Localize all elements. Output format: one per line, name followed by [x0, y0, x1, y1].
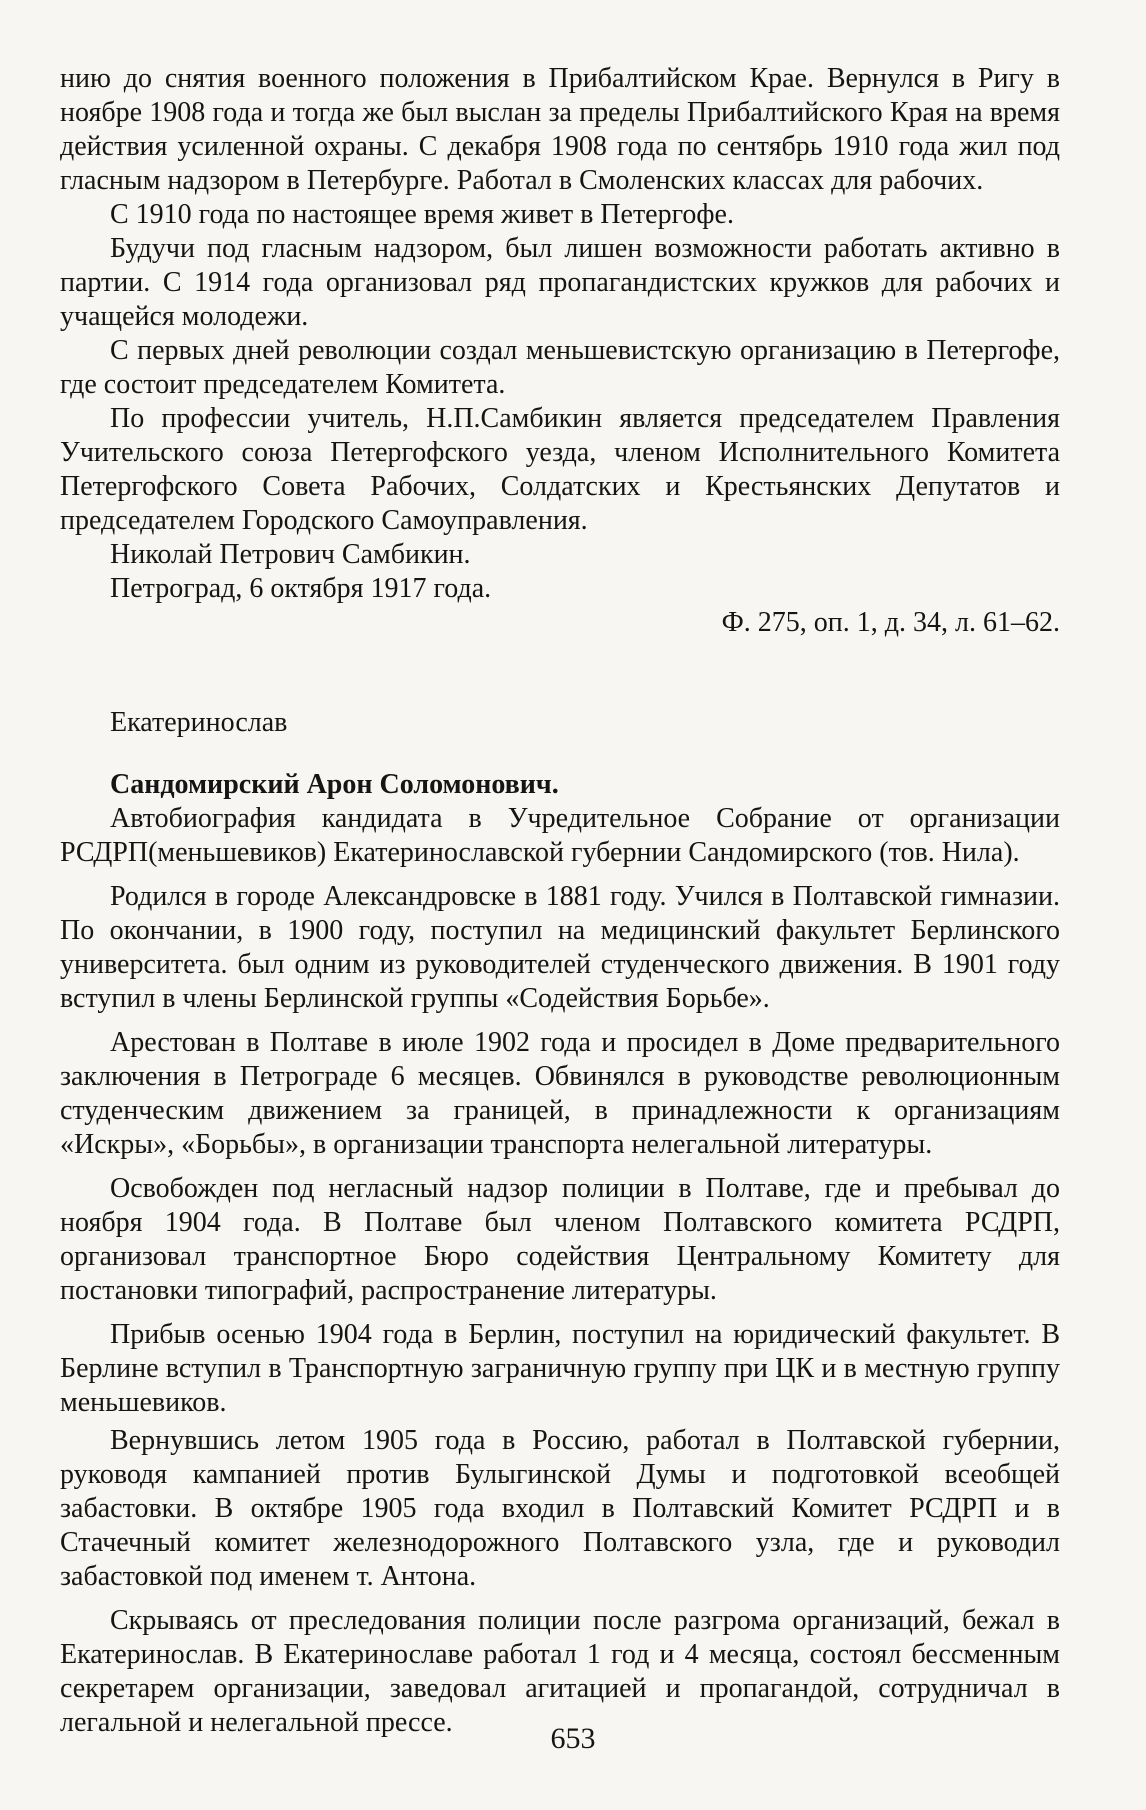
- paragraph-revolution: С первых дней революции создал меньшевистскую организацию в Петергофе, где состоит председателем Комитета.: [60, 335, 1060, 400]
- page-number: 653: [550, 1722, 596, 1755]
- archive-citation: Ф. 275, оп. 1, д. 34, л. 61–62.: [721, 607, 1060, 638]
- document-page: [60, 62, 1060, 1740]
- paragraph-ekaterinoslav: Скрываясь от преследования полиции после разгрома организаций, бежал в Екатеринослав. В Екатеринославе работал 1 год и 4 месяца, состоял бессменным секретарем организации, заведовал агитацией и пропагандой, сотрудничал в легальной и нелегальной прессе.: [60, 1605, 1060, 1738]
- signature-name: Николай Петрович Самбикин.: [110, 539, 471, 570]
- paragraph-continuation: нию до снятия военного положения в Прибалтийском Крае. Вернулся в Ригу в ноябре 1908 года и тогда же был выслан за пределы Прибалтийского Края на время действия усиленной охраны. С декабря 1908 года по сентябрь 1910 года жил под гласным надзором в Петербурге. Работал в Смоленских классах для рабочих.: [60, 63, 1060, 196]
- paragraph-surveillance: Будучи под гласным надзором, был лишен возможности работать активно в партии. С 1914 года организовал ряд пропагандистских кружков для рабочих и учащейся молодежи.: [60, 233, 1060, 332]
- paragraph-arrest: Арестован в Полтаве в июле 1902 года и просидел в Доме предварительного заключения в Петрограде 6 месяцев. Обвинялся в руководстве революционным студенческим движением за границей, в принадлежности к организациям «Искры», «Борьбы», в организации транспорта нелегальной литературы.: [60, 1027, 1060, 1160]
- place-date-line: Петроград, 6 октября 1917 года.: [110, 573, 492, 604]
- person-name-heading: Сандомирский Арон Соломонович.: [110, 769, 559, 800]
- paragraph-petergof-residence: С 1910 года по настоящее время живет в Петергофе.: [110, 199, 734, 230]
- paragraph-return-1905: Вернувшись летом 1905 года в Россию, работал в Полтавской губернии, руководя кампанией против Булыгинской Думы и подготовкой всеобщей забастовки. В октябре 1905 года входил в Полтавский Комитет РСДРП и в Стачечный комитет железнодорожного Полтавского узла, где и руководил забастовкой под именем т. Антона.: [60, 1425, 1060, 1592]
- paragraph-birth-education: Родился в городе Александровске в 1881 году. Учился в Полтавской гимназии. По окончании, в 1900 году, поступил на медицинский факультет Берлинского университета. был одним из руководителей студенческого движения. В 1901 году вступил в члены Берлинской группы «Содействия Борьбе».: [60, 881, 1060, 1014]
- paragraph-release: Освобожден под негласный надзор полиции в Полтаве, где и пребывал до ноября 1904 года. В Полтаве был членом Полтавского комитета РСДРП, организовал транспортное Бюро содействия Центральному Комитету для постановки типографий, распространение литературы.: [60, 1173, 1060, 1306]
- paragraph-berlin: Прибыв осенью 1904 года в Берлин, поступил на юридический факультет. В Берлине вступил в Транспортную заграничную группу при ЦК и в местную группу меньшевиков.: [60, 1319, 1060, 1418]
- paragraph-profession: По профессии учитель, Н.П.Самбикин является председателем Правления Учительского союза Петергофского уезда, членом Исполнительного Комитета Петергофского Совета Рабочих, Солдатских и Крестьянских Депутатов и председателем Городского Самоуправления.: [60, 403, 1060, 536]
- paragraph-autobiography-title: Автобиография кандидата в Учредительное Собрание от организации РСДРП(меньшевиков) Екатеринославской губернии Сандомирского (тов. Нила).: [60, 803, 1060, 868]
- section-place-heading: Екатеринослав: [110, 707, 288, 738]
